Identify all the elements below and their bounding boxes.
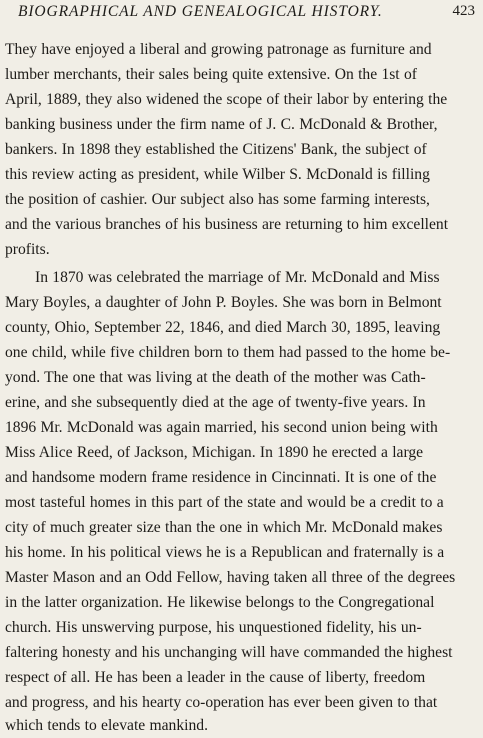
text-line: April, 1889, they also widened the scope of their labor by entering the xyxy=(5,91,448,108)
text-line: In 1870 was celebrated the marriage of Mr. McDonald and Miss xyxy=(35,269,440,286)
text-line: respect of all. He has been a leader in the cause of liberty, freedom xyxy=(5,669,426,686)
text-line: in the latter organization. He likewise belongs to the Congregational xyxy=(5,594,435,611)
text-line: erine, and she subsequently died at the age of twenty-five years. In xyxy=(5,394,426,411)
text-line: and the various branches of his business are returning to him excellent xyxy=(5,216,449,233)
text-line: Miss Alice Reed, of Jackson, Michigan. In 1890 he erected a large xyxy=(5,444,424,461)
running-header xyxy=(0,0,483,26)
text-line: faltering honesty and his unchanging will have commanded the highest xyxy=(5,644,453,661)
text-line: Master Mason and an Odd Fellow, having taken all three of the degrees xyxy=(5,569,456,586)
text-line: most tasteful homes in this part of the state and would be a credit to a xyxy=(5,494,444,511)
page-number: 423 xyxy=(452,3,475,19)
text-line: bankers. In 1898 they established the Citizens' Bank, the subject of xyxy=(5,141,427,158)
text-line: one child, while five children born to them had passed to the home be- xyxy=(5,344,451,361)
text-line: yond. The one that was living at the death of the mother was Cath- xyxy=(5,369,426,386)
text-line: county, Ohio, September 22, 1846, and died March 30, 1895, leaving xyxy=(5,319,441,336)
running-title: BIOGRAPHICAL AND GENEALOGICAL HISTORY. xyxy=(18,3,383,20)
text-line: 1896 Mr. McDonald was again married, his second union being with xyxy=(5,419,438,436)
text-line: They have enjoyed a liberal and growing patronage as furniture and xyxy=(5,41,432,58)
text-line: and progress, and his hearty co-operation has ever been given to that xyxy=(5,694,438,711)
text-line: church. His unswerving purpose, his unquestioned fidelity, his un- xyxy=(5,619,422,636)
text-line: which tends to elevate mankind. xyxy=(5,717,208,734)
text-line: and handsome modern frame residence in Cincinnati. It is one of the xyxy=(5,469,437,486)
text-line: lumber merchants, their sales being quite extensive. On the 1st of xyxy=(5,66,417,83)
text-line: Mary Boyles, a daughter of John P. Boyles. She was born in Belmont xyxy=(5,294,442,311)
text-line: profits. xyxy=(5,241,50,258)
text-line: this review acting as president, while Wilber S. McDonald is filling xyxy=(5,166,430,183)
text-line: the position of cashier. Our subject also has some farming interests, xyxy=(5,191,430,208)
text-line: banking business under the firm name of J. C. McDonald & Brother, xyxy=(5,116,438,133)
text-line: his home. In his political views he is a Republican and fraternally is a xyxy=(5,544,445,561)
text-line: city of much greater size than the one in which Mr. McDonald makes xyxy=(5,519,443,536)
